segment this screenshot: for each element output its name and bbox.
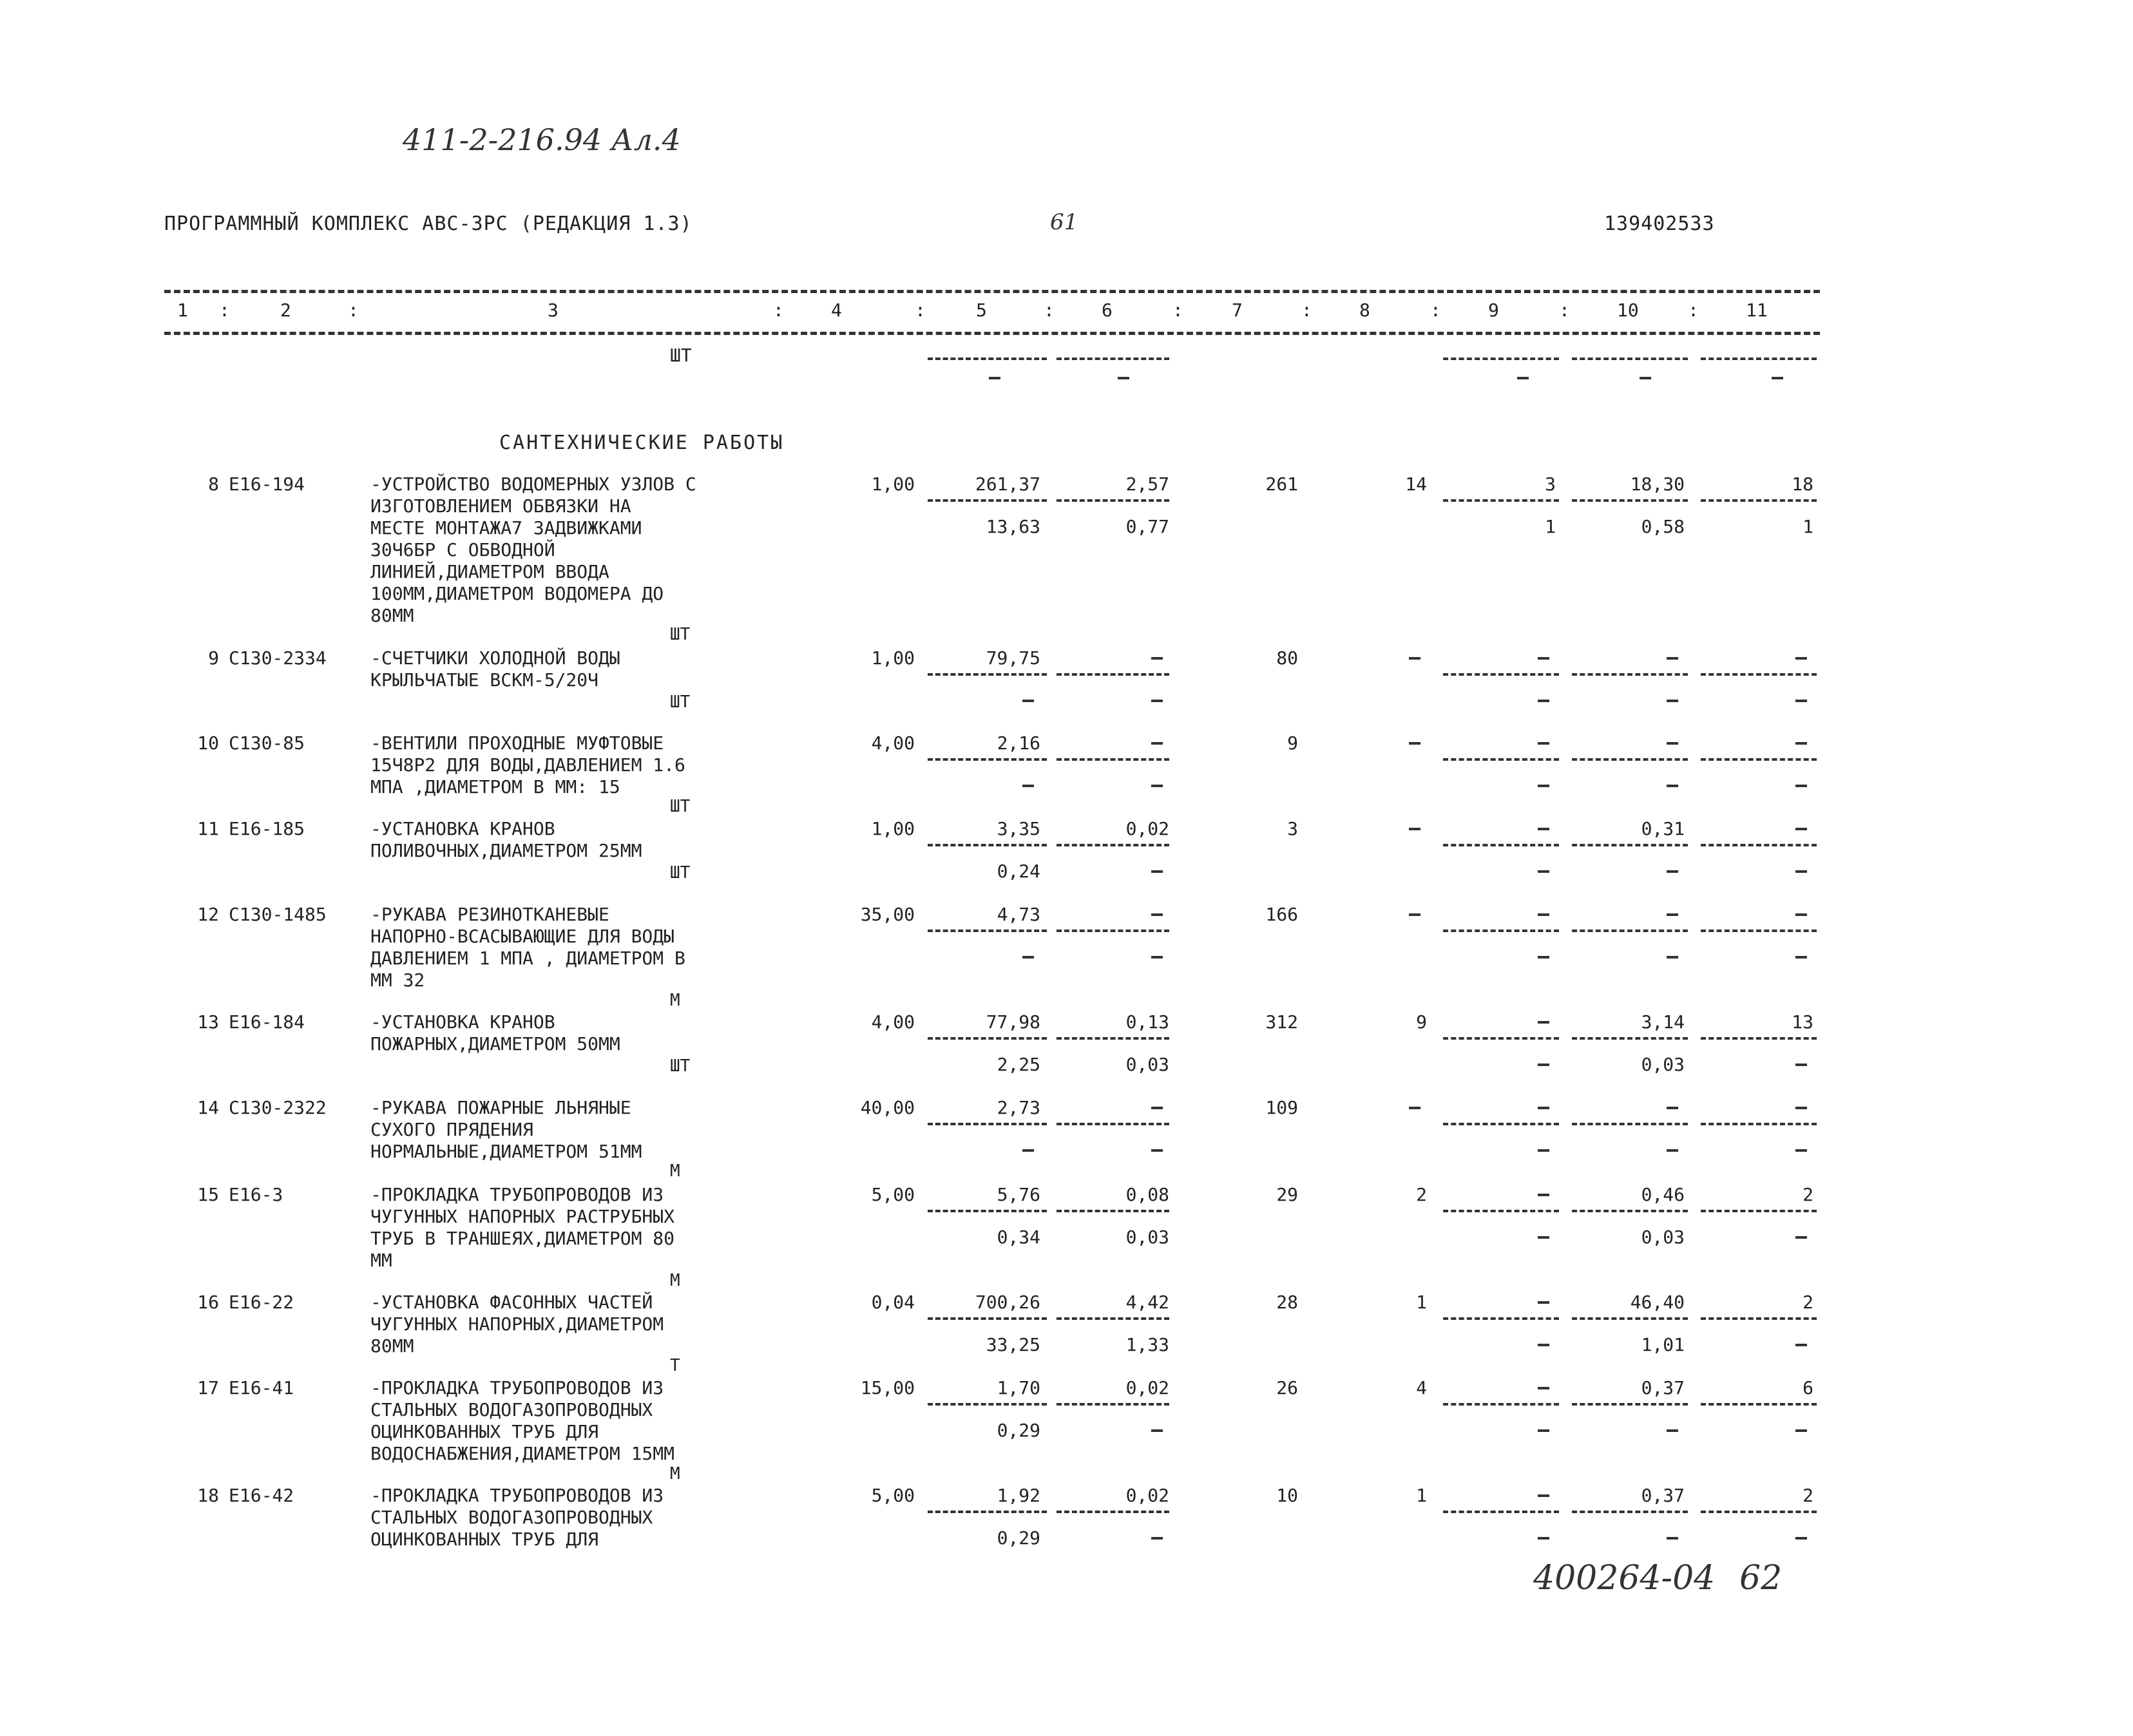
fraction-line bbox=[1443, 1511, 1559, 1513]
fraction-line bbox=[928, 1123, 1047, 1125]
measure-unit: Т bbox=[670, 1356, 680, 1375]
fraction-line bbox=[1057, 844, 1169, 846]
fraction-line bbox=[928, 1317, 1047, 1320]
column-number: 4 bbox=[831, 300, 842, 321]
fraction-line bbox=[928, 499, 1047, 502]
unit-cost: 77,98 bbox=[986, 1011, 1040, 1033]
measure-unit: ШТ bbox=[670, 797, 691, 816]
section-title: САНТЕХНИЧЕСКИЕ РАБОТЫ bbox=[499, 432, 785, 454]
quantity: 5,00 bbox=[871, 1184, 915, 1205]
norm-code: Е16-194 bbox=[229, 473, 305, 495]
machine-wage-dash bbox=[1151, 785, 1163, 787]
handwritten-archive-code: 400264-04 bbox=[1533, 1559, 1716, 1598]
fraction-line bbox=[1057, 758, 1169, 761]
fraction-line bbox=[1572, 1403, 1688, 1406]
fraction-line bbox=[1572, 673, 1688, 676]
total-labor-mech-dash bbox=[1795, 1064, 1807, 1066]
total-labor-dash bbox=[1795, 1107, 1807, 1109]
labor-hours-mech-dash bbox=[1667, 1537, 1678, 1540]
measure-unit: ШТ bbox=[670, 692, 691, 712]
total-labor: 18 bbox=[1792, 473, 1813, 495]
fraction-line bbox=[1572, 1210, 1688, 1212]
unit-wage: 0,29 bbox=[997, 1527, 1040, 1549]
unit-cost: 1,92 bbox=[997, 1485, 1040, 1506]
quantity: 40,00 bbox=[860, 1097, 915, 1118]
col9-bottom-dash bbox=[1538, 956, 1549, 959]
total-labor-mech-dash bbox=[1795, 1429, 1807, 1432]
column-number: 11 bbox=[1746, 300, 1768, 321]
norm-code: Е16-185 bbox=[229, 818, 305, 839]
col9-top-dash bbox=[1538, 657, 1549, 660]
labor-hours: 46,40 bbox=[1630, 1292, 1685, 1313]
measure-unit: ШТ bbox=[670, 625, 691, 644]
fraction-line bbox=[1572, 1511, 1688, 1513]
unit-wage: 33,25 bbox=[986, 1334, 1040, 1355]
carryover-unit: ШТ bbox=[670, 345, 692, 366]
col9-bottom-dash bbox=[1538, 1429, 1549, 1432]
fraction-line bbox=[928, 358, 1047, 360]
fraction-line bbox=[1572, 844, 1688, 846]
row-number: 16 bbox=[197, 1292, 219, 1313]
column-number: 6 bbox=[1102, 300, 1113, 321]
row-number: 12 bbox=[197, 904, 219, 925]
unit-cost: 1,70 bbox=[997, 1377, 1040, 1398]
machine-wage-dash bbox=[1151, 870, 1163, 873]
labor-hours-mech-dash bbox=[1667, 1149, 1678, 1152]
fraction-line bbox=[1701, 1317, 1817, 1320]
total-cost: 28 bbox=[1276, 1292, 1298, 1313]
fraction-line bbox=[1701, 358, 1817, 360]
header-rule-bottom bbox=[164, 332, 1820, 335]
fraction-line bbox=[1443, 1403, 1559, 1406]
column-separator: : bbox=[348, 300, 359, 321]
fraction-line bbox=[1572, 499, 1688, 502]
column-number: 3 bbox=[548, 300, 559, 321]
total-cost: 312 bbox=[1265, 1011, 1298, 1033]
fraction-line bbox=[928, 930, 1047, 932]
total-cost: 26 bbox=[1276, 1377, 1298, 1398]
measure-unit: ШТ bbox=[670, 1056, 691, 1076]
unit-wage: 13,63 bbox=[986, 516, 1040, 537]
labor-hours-dash bbox=[1667, 742, 1678, 745]
fraction-line bbox=[1701, 499, 1817, 502]
measure-unit: ШТ bbox=[670, 863, 691, 882]
col9-bottom-dash bbox=[1538, 1537, 1549, 1540]
work-description: -ПРОКЛАДКА ТРУБОПРОВОДОВ ИЗ ЧУГУННЫХ НАПОРНЫХ РАСТРУБНЫХ ТРУБ В ТРАНШЕЯХ,ДИАМЕТРОМ 80 ММ bbox=[370, 1184, 675, 1271]
fraction-line bbox=[1701, 758, 1817, 761]
machine-wage: 1,33 bbox=[1125, 1334, 1169, 1355]
measure-unit: М bbox=[670, 1271, 680, 1290]
column-number: 8 bbox=[1359, 300, 1370, 321]
fraction-line bbox=[1443, 499, 1559, 502]
quantity: 1,00 bbox=[871, 818, 915, 839]
total-cost: 261 bbox=[1265, 473, 1298, 495]
work-description: -РУКАВА ПОЖАРНЫЕ ЛЬНЯНЫЕ СУХОГО ПРЯДЕНИЯ НОРМАЛЬНЫЕ,ДИАМЕТРОМ 51ММ bbox=[370, 1097, 642, 1162]
machine-cost: 0,02 bbox=[1125, 1485, 1169, 1506]
norm-code: Е16-3 bbox=[229, 1184, 283, 1205]
column-number: 7 bbox=[1232, 300, 1243, 321]
work-description: -ПРОКЛАДКА ТРУБОПРОВОДОВ ИЗ СТАЛЬНЫХ ВОДОГАЗОПРОВОДНЫХ ОЦИНКОВАННЫХ ТРУБ ДЛЯ ВОДОСНАБЖЕНИЯ,ДИАМЕТРОМ 15ММ bbox=[370, 1377, 675, 1464]
quantity: 4,00 bbox=[871, 732, 915, 754]
fraction-line bbox=[1701, 844, 1817, 846]
quantity: 15,00 bbox=[860, 1377, 915, 1398]
machine-wage: 0,03 bbox=[1125, 1054, 1169, 1075]
total-cost: 166 bbox=[1265, 904, 1298, 925]
total-wage-dash bbox=[1409, 657, 1420, 660]
norm-code: С130-2334 bbox=[229, 647, 327, 669]
work-description: -РУКАВА РЕЗИНОТКАНЕВЫЕ НАПОРНО-ВСАСЫВАЮЩИЕ ДЛЯ ВОДЫ ДАВЛЕНИЕМ 1 МПА , ДИАМЕТРОМ В ММ 32 bbox=[370, 904, 685, 991]
total-wage-dash bbox=[1409, 1107, 1420, 1109]
labor-hours: 0,37 bbox=[1641, 1377, 1685, 1398]
quantity: 5,00 bbox=[871, 1485, 915, 1506]
fraction-line bbox=[928, 758, 1047, 761]
norm-code: С130-85 bbox=[229, 732, 305, 754]
fraction-line bbox=[928, 1210, 1047, 1212]
empty-value bbox=[1772, 377, 1783, 379]
unit-cost: 79,75 bbox=[986, 647, 1040, 669]
labor-hours: 3,14 bbox=[1641, 1011, 1685, 1033]
document-number: 139402533 bbox=[1604, 213, 1715, 235]
total-cost: 9 bbox=[1287, 732, 1298, 754]
column-separator: : bbox=[1688, 300, 1699, 321]
work-description: -УСТАНОВКА КРАНОВ ПОЖАРНЫХ,ДИАМЕТРОМ 50ММ bbox=[370, 1011, 620, 1054]
labor-hours-dash bbox=[1667, 1107, 1678, 1109]
total-wage: 1 bbox=[1416, 1292, 1427, 1313]
column-separator: : bbox=[773, 300, 784, 321]
measure-unit: М bbox=[670, 1464, 680, 1483]
unit-wage: 0,24 bbox=[997, 861, 1040, 882]
fraction-line bbox=[1057, 1317, 1169, 1320]
fraction-line bbox=[1701, 1037, 1817, 1040]
column-number: 1 bbox=[177, 300, 188, 321]
fraction-line bbox=[1443, 358, 1559, 360]
unit-wage: 0,29 bbox=[997, 1420, 1040, 1441]
total-labor-mech-dash bbox=[1795, 785, 1807, 787]
fraction-line bbox=[1057, 930, 1169, 932]
handwritten-page-number: 62 bbox=[1739, 1559, 1783, 1598]
row-number: 17 bbox=[197, 1377, 219, 1398]
work-description: -ПРОКЛАДКА ТРУБОПРОВОДОВ ИЗ СТАЛЬНЫХ ВОДОГАЗОПРОВОДНЫХ ОЦИНКОВАННЫХ ТРУБ ДЛЯ bbox=[370, 1485, 664, 1550]
unit-wage-dash bbox=[1022, 1149, 1034, 1152]
program-title: ПРОГРАММНЫЙ КОМПЛЕКС АВС-3РС (РЕДАКЦИЯ 1.3) bbox=[164, 213, 693, 235]
handwritten-doc-code: 411-2-216.94 Ал.4 bbox=[403, 122, 681, 157]
labor-hours-dash bbox=[1667, 913, 1678, 916]
fraction-line bbox=[1057, 1037, 1169, 1040]
fraction-line bbox=[1057, 1511, 1169, 1513]
total-wage: 4 bbox=[1416, 1377, 1427, 1398]
total-labor: 13 bbox=[1792, 1011, 1813, 1033]
row-number: 8 bbox=[208, 473, 219, 495]
fraction-line bbox=[1057, 673, 1169, 676]
norm-code: Е16-22 bbox=[229, 1292, 294, 1313]
total-labor-mech-dash bbox=[1795, 700, 1807, 702]
total-wage: 9 bbox=[1416, 1011, 1427, 1033]
norm-code: Е16-41 bbox=[229, 1377, 294, 1398]
fraction-line bbox=[928, 673, 1047, 676]
fraction-line bbox=[1572, 930, 1688, 932]
total-labor-mech-dash bbox=[1795, 956, 1807, 959]
total-labor: 6 bbox=[1803, 1377, 1813, 1398]
unit-cost: 700,26 bbox=[975, 1292, 1040, 1313]
unit-wage: 0,34 bbox=[997, 1226, 1040, 1248]
work-description: -УСТРОЙСТВО ВОДОМЕРНЫХ УЗЛОВ С ИЗГОТОВЛЕНИЕМ ОБВЯЗКИ НА МЕСТЕ МОНТАЖА7 ЗАДВИЖКАМИ 30Ч6БР С ОБВОДНОЙ ЛИНИЕЙ,ДИАМЕТРОМ ВВОДА 100ММ,ДИАМЕТРОМ ВОДОМЕРА ДО 80ММ bbox=[370, 473, 696, 626]
col9-top-dash bbox=[1538, 913, 1549, 916]
labor-hours: 18,30 bbox=[1630, 473, 1685, 495]
work-description: -ВЕНТИЛИ ПРОХОДНЫЕ МУФТОВЫЕ 15Ч8Р2 ДЛЯ ВОДЫ,ДАВЛЕНИЕМ 1.6 МПА ,ДИАМЕТРОМ В ММ: 15 bbox=[370, 732, 685, 797]
fraction-line bbox=[928, 1037, 1047, 1040]
norm-code: С130-2322 bbox=[229, 1097, 327, 1118]
labor-hours: 0,37 bbox=[1641, 1485, 1685, 1506]
unit-cost: 5,76 bbox=[997, 1184, 1040, 1205]
empty-value bbox=[989, 377, 1000, 379]
fraction-line bbox=[1443, 930, 1559, 932]
quantity: 4,00 bbox=[871, 1011, 915, 1033]
fraction-line bbox=[1057, 499, 1169, 502]
norm-code: Е16-42 bbox=[229, 1485, 294, 1506]
measure-unit: М bbox=[670, 1161, 680, 1181]
total-labor-dash bbox=[1795, 913, 1807, 916]
column-separator: : bbox=[1430, 300, 1441, 321]
quantity: 35,00 bbox=[860, 904, 915, 925]
unit-wage: 2,25 bbox=[997, 1054, 1040, 1075]
handwritten-page-mark: 61 bbox=[1050, 209, 1078, 235]
column-separator: : bbox=[1301, 300, 1312, 321]
empty-value bbox=[1517, 377, 1529, 379]
fraction-line bbox=[928, 1511, 1047, 1513]
total-wage: 2 bbox=[1416, 1184, 1427, 1205]
machine-cost: 0,08 bbox=[1125, 1184, 1169, 1205]
row-number: 15 bbox=[197, 1184, 219, 1205]
fraction-line bbox=[1572, 358, 1688, 360]
row-number: 11 bbox=[197, 818, 219, 839]
header-rule-top bbox=[164, 290, 1820, 293]
machine-wage-dash bbox=[1151, 956, 1163, 959]
fraction-line bbox=[1701, 1210, 1817, 1212]
col9-bottom-dash bbox=[1538, 1149, 1549, 1152]
norm-code: С130-1485 bbox=[229, 904, 327, 925]
row-number: 14 bbox=[197, 1097, 219, 1118]
column-separator: : bbox=[1172, 300, 1183, 321]
total-labor-mech-dash bbox=[1795, 1236, 1807, 1239]
unit-cost: 4,73 bbox=[997, 904, 1040, 925]
machine-cost: 4,42 bbox=[1125, 1292, 1169, 1313]
total-wage: 14 bbox=[1405, 473, 1427, 495]
labor-hours-mech-dash bbox=[1667, 870, 1678, 873]
fraction-line bbox=[1443, 844, 1559, 846]
row-number: 10 bbox=[197, 732, 219, 754]
column-separator: : bbox=[1559, 300, 1570, 321]
machine-wage-dash bbox=[1151, 700, 1163, 702]
fraction-line bbox=[1701, 930, 1817, 932]
labor-hours: 0,31 bbox=[1641, 818, 1685, 839]
row-number: 9 bbox=[208, 647, 219, 669]
total-labor-mech-dash bbox=[1795, 1149, 1807, 1152]
machine-wage-dash bbox=[1151, 1429, 1163, 1432]
work-description: -УСТАНОВКА КРАНОВ ПОЛИВОЧНЫХ,ДИАМЕТРОМ 25ММ bbox=[370, 818, 642, 861]
column-number: 10 bbox=[1617, 300, 1639, 321]
column-number: 2 bbox=[280, 300, 291, 321]
machine-cost: 0,02 bbox=[1125, 818, 1169, 839]
fraction-line bbox=[928, 844, 1047, 846]
total-cost: 80 bbox=[1276, 647, 1298, 669]
fraction-line bbox=[1572, 1037, 1688, 1040]
total-cost: 3 bbox=[1287, 818, 1298, 839]
total-labor-mech-dash bbox=[1795, 1537, 1807, 1540]
unit-wage-dash bbox=[1022, 700, 1034, 702]
empty-value bbox=[1118, 377, 1129, 379]
fraction-line bbox=[1701, 1403, 1817, 1406]
total-labor-dash bbox=[1795, 657, 1807, 660]
machine-wage: 0,77 bbox=[1125, 516, 1169, 537]
column-number: 9 bbox=[1488, 300, 1499, 321]
col9-top: 3 bbox=[1545, 473, 1556, 495]
fraction-line bbox=[1572, 1123, 1688, 1125]
total-wage-dash bbox=[1409, 828, 1420, 830]
unit-cost: 2,16 bbox=[997, 732, 1040, 754]
labor-hours-mech-dash bbox=[1667, 785, 1678, 787]
unit-cost: 2,73 bbox=[997, 1097, 1040, 1118]
fraction-line bbox=[1057, 358, 1169, 360]
fraction-line bbox=[1443, 758, 1559, 761]
fraction-line bbox=[1443, 673, 1559, 676]
labor-hours-mech-dash bbox=[1667, 1429, 1678, 1432]
fraction-line bbox=[928, 1403, 1047, 1406]
total-cost: 109 bbox=[1265, 1097, 1298, 1118]
column-number: 5 bbox=[976, 300, 987, 321]
machine-wage-dash bbox=[1151, 1537, 1163, 1540]
column-separator: : bbox=[1044, 300, 1055, 321]
machine-wage-dash bbox=[1151, 1149, 1163, 1152]
quantity: 1,00 bbox=[871, 647, 915, 669]
machine-cost: 2,57 bbox=[1125, 473, 1169, 495]
fraction-line bbox=[1701, 673, 1817, 676]
machine-cost: 0,02 bbox=[1125, 1377, 1169, 1398]
fraction-line bbox=[1701, 1123, 1817, 1125]
col9-bottom-dash bbox=[1538, 870, 1549, 873]
total-labor-mech-dash bbox=[1795, 870, 1807, 873]
fraction-line bbox=[1057, 1123, 1169, 1125]
labor-hours-mech-dash bbox=[1667, 700, 1678, 702]
labor-hours-dash bbox=[1667, 657, 1678, 660]
total-wage: 1 bbox=[1416, 1485, 1427, 1506]
col9-bottom: 1 bbox=[1545, 516, 1556, 537]
fraction-line bbox=[1057, 1210, 1169, 1212]
col9-bottom-dash bbox=[1538, 785, 1549, 787]
total-labor-mech-dash bbox=[1795, 1344, 1807, 1346]
unit-wage-dash bbox=[1022, 956, 1034, 959]
quantity: 0,04 bbox=[871, 1292, 915, 1313]
work-description: -УСТАНОВКА ФАСОННЫХ ЧАСТЕЙ ЧУГУННЫХ НАПОРНЫХ,ДИАМЕТРОМ 80ММ bbox=[370, 1292, 664, 1357]
empty-value bbox=[1640, 377, 1651, 379]
row-number: 18 bbox=[197, 1485, 219, 1506]
column-separator: : bbox=[915, 300, 926, 321]
unit-cost: 261,37 bbox=[975, 473, 1040, 495]
total-labor-dash bbox=[1795, 828, 1807, 830]
total-wage-dash bbox=[1409, 913, 1420, 916]
machine-wage: 0,03 bbox=[1125, 1226, 1169, 1248]
fraction-line bbox=[1443, 1317, 1559, 1320]
fraction-line bbox=[1572, 758, 1688, 761]
fraction-line bbox=[1057, 1403, 1169, 1406]
total-labor: 2 bbox=[1803, 1292, 1813, 1313]
total-cost: 10 bbox=[1276, 1485, 1298, 1506]
row-number: 13 bbox=[197, 1011, 219, 1033]
fraction-line bbox=[1701, 1511, 1817, 1513]
labor-hours-mech: 1,01 bbox=[1641, 1334, 1685, 1355]
total-labor: 2 bbox=[1803, 1184, 1813, 1205]
col9-bottom-dash bbox=[1538, 700, 1549, 702]
fraction-line bbox=[1443, 1210, 1559, 1212]
machine-cost: 0,13 bbox=[1125, 1011, 1169, 1033]
fraction-line bbox=[1443, 1037, 1559, 1040]
norm-code: Е16-184 bbox=[229, 1011, 305, 1033]
total-labor-dash bbox=[1795, 742, 1807, 745]
col9-top-dash bbox=[1538, 1107, 1549, 1109]
column-separator: : bbox=[219, 300, 230, 321]
quantity: 1,00 bbox=[871, 473, 915, 495]
col9-top-dash bbox=[1538, 742, 1549, 745]
total-cost: 29 bbox=[1276, 1184, 1298, 1205]
unit-wage-dash bbox=[1022, 785, 1034, 787]
total-labor: 2 bbox=[1803, 1485, 1813, 1506]
fraction-line bbox=[1572, 1317, 1688, 1320]
labor-hours-mech: 0,03 bbox=[1641, 1054, 1685, 1075]
unit-cost: 3,35 bbox=[997, 818, 1040, 839]
total-wage-dash bbox=[1409, 742, 1420, 745]
labor-hours-mech-dash bbox=[1667, 956, 1678, 959]
measure-unit: М bbox=[670, 991, 680, 1010]
total-labor-mech: 1 bbox=[1803, 516, 1813, 537]
labor-hours-mech: 0,58 bbox=[1641, 516, 1685, 537]
labor-hours: 0,46 bbox=[1641, 1184, 1685, 1205]
labor-hours-mech: 0,03 bbox=[1641, 1226, 1685, 1248]
fraction-line bbox=[1443, 1123, 1559, 1125]
work-description: -СЧЕТЧИКИ ХОЛОДНОЙ ВОДЫ КРЫЛЬЧАТЫЕ ВСКМ-5/20Ч bbox=[370, 647, 620, 691]
